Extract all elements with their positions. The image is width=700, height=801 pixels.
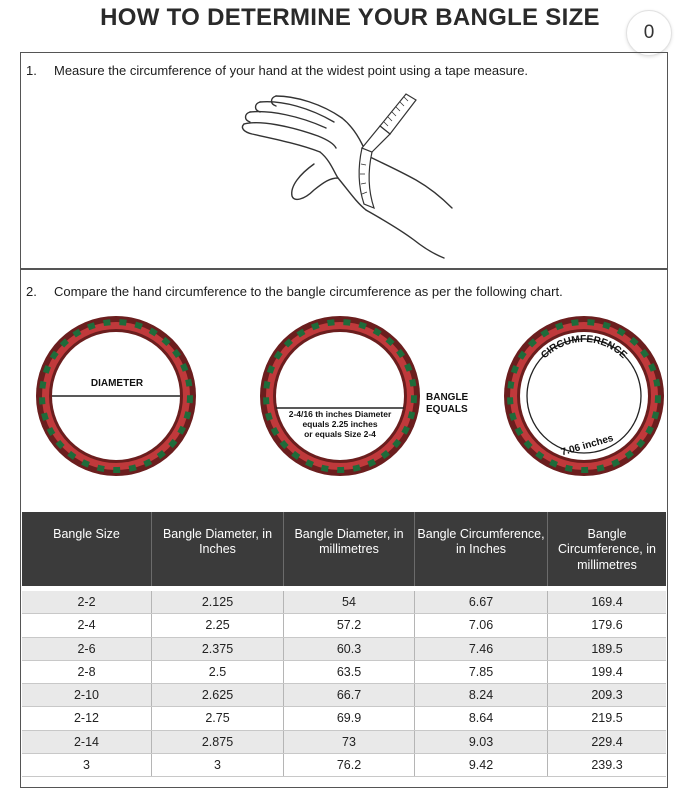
step-2 [26,284,563,299]
cell-diameter-inches: 2.375 [152,638,284,660]
equals-line-1: BANGLE [426,392,469,403]
cell-diameter-mm: 69.9 [284,707,415,729]
cell-circumference-inches: 9.42 [415,754,548,776]
diameter-label: DIAMETER [90,378,144,389]
table-row [22,707,666,730]
bangle-ring-circumference [500,312,668,480]
cell-diameter-mm: 66.7 [284,684,415,706]
step-1-number: 1. [26,63,37,78]
section-divider [20,268,668,270]
cell-size: 2-2 [22,591,152,613]
cell-circumference-inches: 8.24 [415,684,548,706]
cell-circumference-mm: 219.5 [591,711,623,726]
cell-diameter-mm: 57.2 [284,614,415,636]
cell-circumference-inches: 9.03 [415,731,548,753]
cell-diameter-mm: 60.3 [284,638,415,660]
cell-circumference-inches: 7.46 [415,638,548,660]
cell-diameter-inches: 2.75 [152,707,284,729]
table-row [22,661,666,684]
cell-diameter-inches: 2.625 [152,684,284,706]
header-bangle-size: Bangle Size [22,512,152,586]
cell-circumference-mm: 169.4 [591,595,623,609]
step-1-text: Measure the circumference of your hand at the widest point using a tape measure. [54,63,529,78]
cell-circumference-inches: 7.85 [415,661,548,683]
cell-diameter-mm: 54 [284,591,415,613]
cell-diameter-mm: 73 [284,731,415,753]
bangle-ring-sizing [256,312,424,480]
step-2-text: Compare the hand circumference to the bangle circumference as per the following chart. [54,284,563,299]
equals-label [426,392,486,415]
cell-diameter-inches: 2.25 [152,614,284,636]
cell-diameter-mm: 76.2 [284,754,415,776]
cell-circumference-mm: 199.4 [591,664,623,679]
table-header [22,512,666,586]
page-title: HOW TO DETERMINE YOUR BANGLE SIZE [100,4,600,31]
cell-circumference-mm: 189.5 [591,641,623,656]
count-badge[interactable]: 0 [626,10,672,56]
table-row [22,731,666,754]
header-diameter-inches: Bangle Diameter, in Inches [152,512,284,586]
hand-measure-illustration [230,86,460,261]
table-row [22,614,666,637]
cell-size: 2-8 [22,661,152,683]
sizing-note [266,410,414,439]
cell-size: 2-4 [22,614,152,636]
cell-size: 3 [22,754,152,776]
cell-circumference-inches: 8.64 [415,707,548,729]
cell-diameter-inches: 2.125 [152,591,284,613]
table-row [22,754,666,777]
cell-size: 2-12 [22,707,152,729]
header-diameter-mm: Bangle Diameter, in millimetres [284,512,415,586]
header-circumference-mm: Bangle Circumference, in millimetres [558,527,656,572]
cell-size: 2-10 [22,684,152,706]
cell-circumference-mm: 229.4 [591,734,623,749]
cell-diameter-inches: 3 [152,754,284,776]
table-row [22,684,666,707]
bangle-diagram [20,312,668,502]
cell-circumference-mm: 179.6 [591,618,623,633]
cell-circumference-inches: 7.06 [415,614,548,636]
cell-size: 2-6 [22,638,152,660]
cell-diameter-inches: 2.875 [152,731,284,753]
cell-size: 2-14 [22,731,152,753]
header-circumference-inches: Bangle Circumference, in Inches [415,512,548,586]
circumference-value: 7.06 inches [559,432,615,459]
cell-circumference-inches: 6.67 [415,591,548,613]
bangle-ring-diameter [32,312,200,480]
step-1 [26,63,528,78]
table-row [22,591,666,614]
step-2-number: 2. [26,284,37,299]
equals-line-2: EQUALS [426,403,468,415]
cell-diameter-inches: 2.5 [152,661,284,683]
cell-diameter-mm: 63.5 [284,661,415,683]
table-row [22,638,666,661]
cell-circumference-mm: 239.3 [591,758,623,773]
bangle-size-table [22,512,666,777]
sizing-note-line-1: 2-4/16 th inches Diameter [288,409,392,419]
sizing-note-line-2: equals 2.25 inches [302,418,378,429]
circumference-label: CIRCUMFERENCE [539,333,629,362]
sizing-note-line-3: or equals Size 2-4 [304,428,376,439]
cell-circumference-mm: 209.3 [591,688,623,703]
